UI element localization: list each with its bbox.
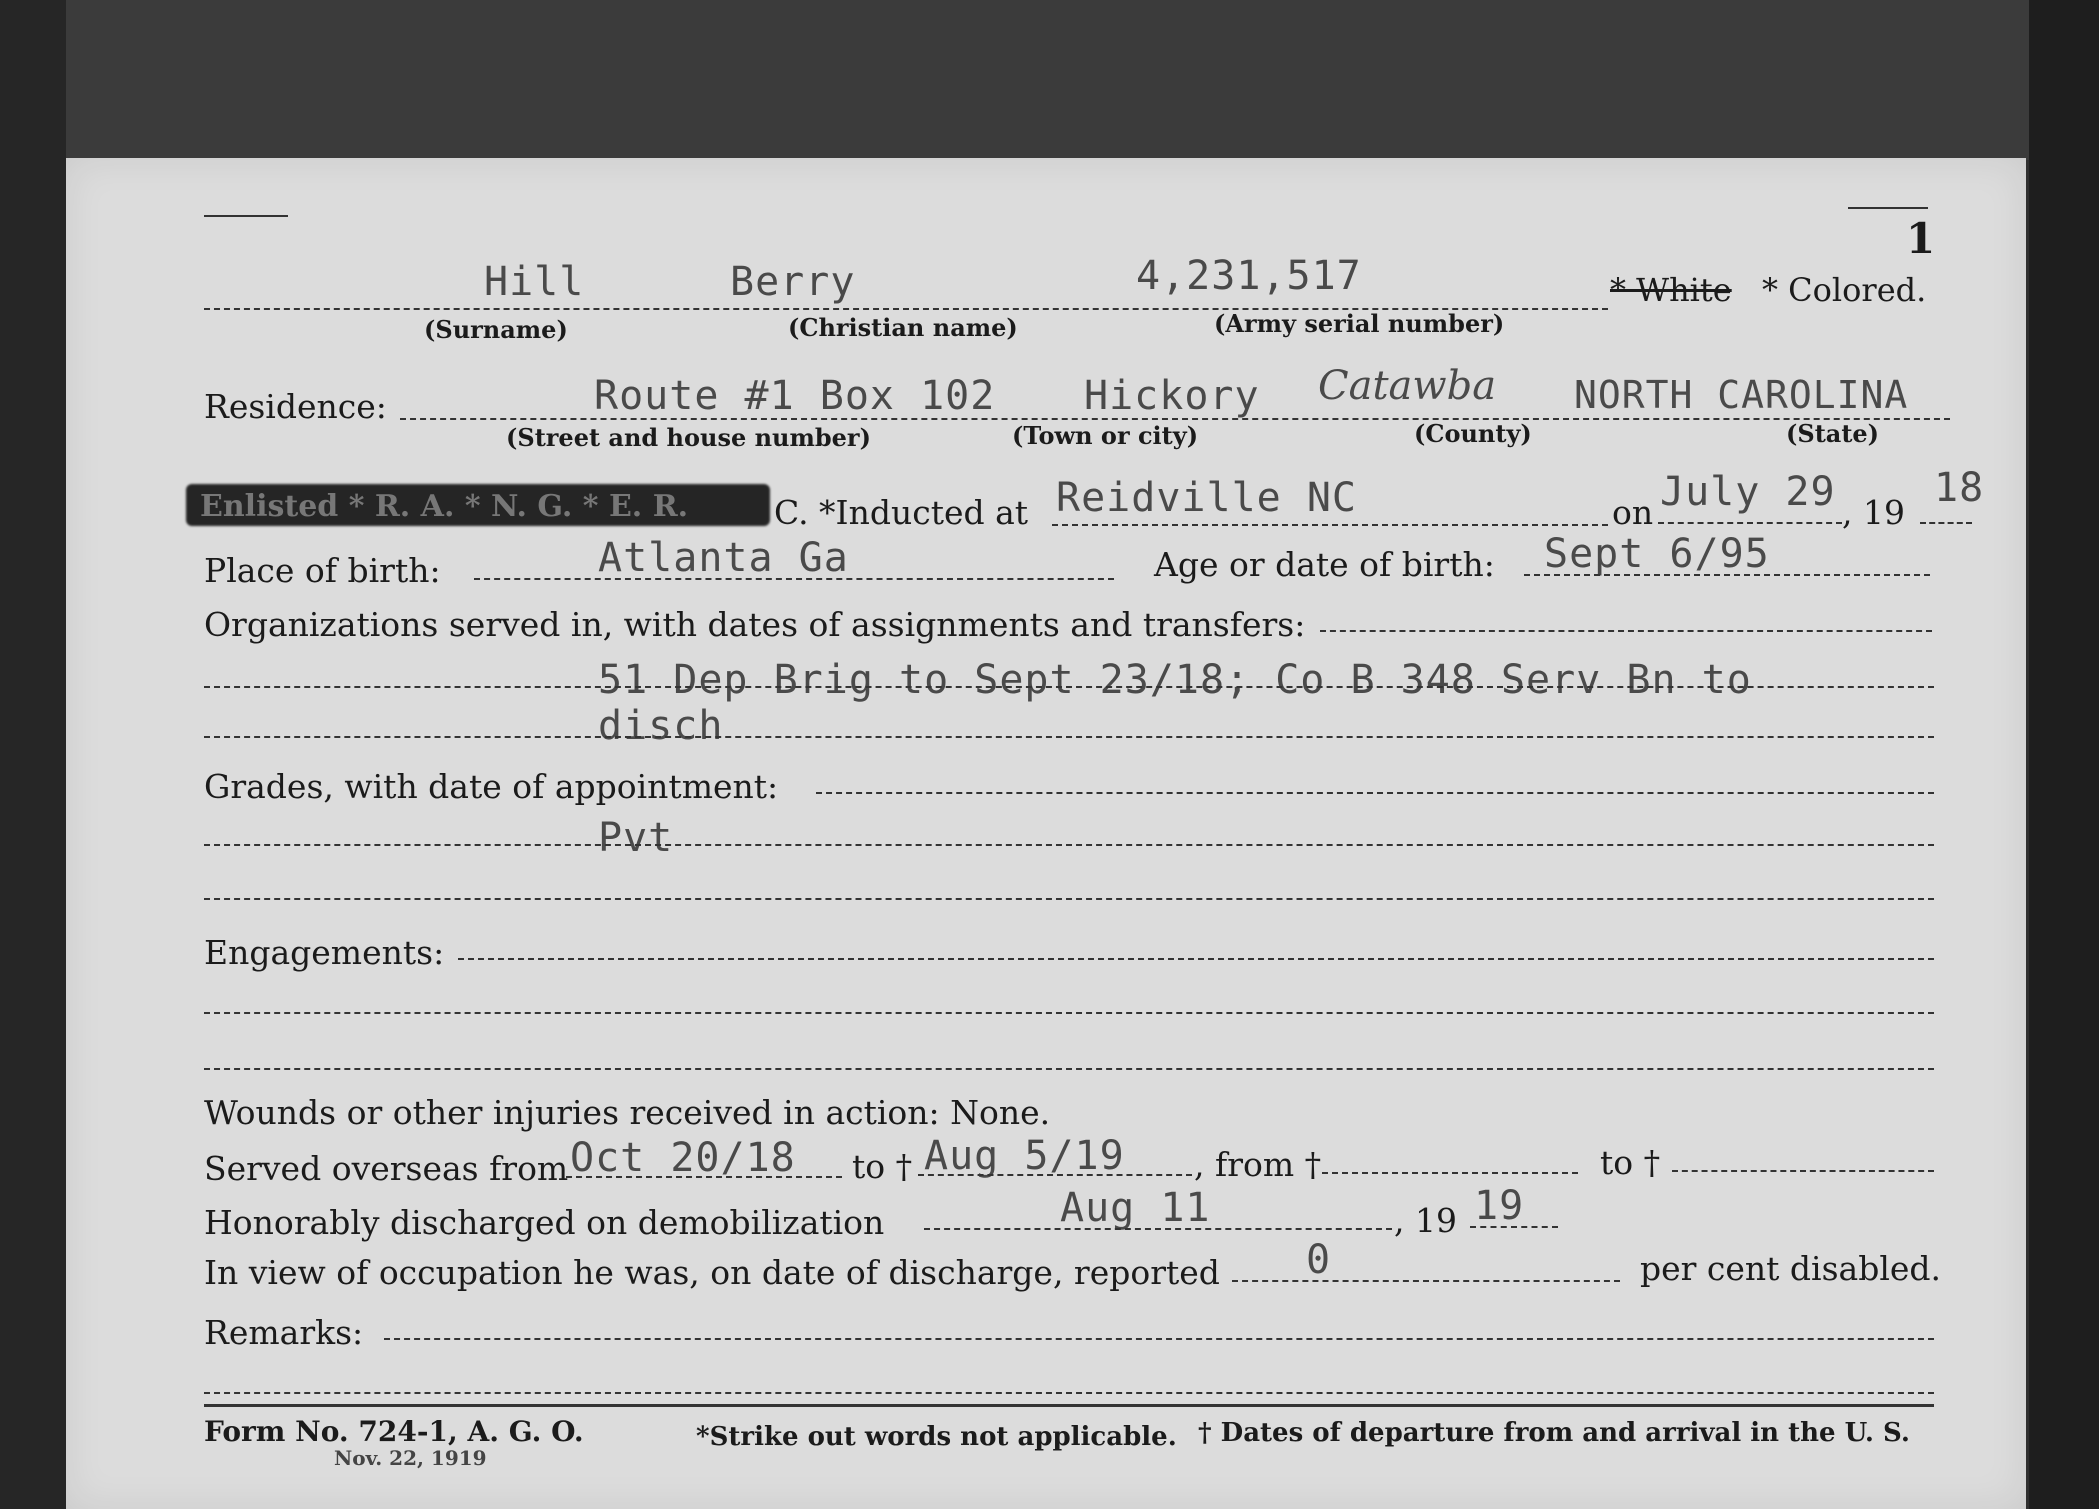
form-number: Form No. 724-1, A. G. O. [204,1415,584,1448]
christian-name-value: Berry [730,259,856,305]
inducted-place-value: Reidville NC [1056,475,1357,521]
race-colored: * Colored. [1762,271,1927,309]
overseas-from-value: Oct 20/18 [570,1135,796,1181]
form-date: Nov. 22, 1919 [334,1446,487,1470]
residence-label: Residence: [204,387,387,426]
surname-label: (Surname) [424,315,568,344]
county-label: (County) [1414,419,1532,448]
residence-line [400,418,1950,420]
inducted-year-value: 18 [1934,465,1985,511]
second-from-line [1322,1172,1578,1174]
service-record-card [66,158,2026,1509]
discharged-label: Honorably discharged on demobilization [204,1203,885,1242]
footnote-strike-out: *Strike out words not applicable. [696,1422,1177,1452]
serial-number-label: (Army serial number) [1214,309,1505,338]
overseas-label: Served overseas from [204,1149,569,1188]
remarks-line-1 [204,1392,1934,1394]
second-to-dagger-label: to † [1600,1143,1661,1182]
remarks-label: Remarks: [204,1313,364,1352]
grades-label: Grades, with date of appointment: [204,767,779,806]
on-label: on [1612,493,1654,532]
card-number: 1 [1906,214,1936,263]
organizations-line-1: 51 Dep Brig to Sept 23/18; Co B 348 Serv Bn to [598,657,1752,703]
engagements-line-2 [204,1068,1934,1070]
inducted-date-value: July 29 [1660,469,1836,515]
grades-line-1 [204,844,1934,846]
street-value: Route #1 Box 102 [594,373,996,419]
wounds-label: Wounds or other injuries received in action: None. [204,1093,1051,1132]
grades-value: Pvt [598,815,674,861]
race-white-struck: * White [1610,271,1732,309]
engagements-line-1 [204,1012,1934,1014]
discharged-year-value: 19 [1474,1183,1525,1229]
organizations-line-2: disch [598,703,724,749]
from-dagger-label: , from † [1194,1145,1322,1184]
grades-line-2 [204,898,1934,900]
inducted-date-line [1658,522,1842,524]
remarks-line-0 [384,1338,1934,1340]
surname-value: Hill [484,259,585,305]
town-label: (Town or city) [1012,421,1199,450]
to-dagger-label: to † [852,1147,913,1186]
county-value: Catawba [1318,363,1497,409]
state-label: (State) [1786,419,1880,448]
second-to-line [1672,1170,1934,1172]
overseas-to-line [918,1174,1192,1176]
occupation-label: In view of occupation he was, on date of discharge, reported [204,1253,1220,1292]
discharged-year-line [1470,1226,1558,1228]
state-value: NORTH CAROLINA [1574,373,1909,417]
discharged-date-line [924,1228,1392,1230]
organizations-line-1-rule [204,686,1934,688]
christian-name-label: (Christian name) [788,313,1018,342]
dark-backdrop-top [0,0,2099,160]
disabled-value: 0 [1306,1237,1332,1283]
dark-backdrop-right [2029,0,2099,1509]
age-value: Sept 6/95 [1544,531,1770,577]
year-prefix-label-2: , 19 [1394,1201,1457,1240]
inducted-label: C. *Inducted at [774,493,1029,532]
per-cent-label: per cent disabled. [1640,1249,1942,1288]
street-label: (Street and house number) [506,423,871,452]
engagements-line-0 [458,958,1934,960]
footnote-dates: † Dates of departure from and arrival in the U. S. [1198,1418,1910,1448]
top-right-rule [1848,207,1928,209]
top-left-rule [204,215,288,217]
engagements-label: Engagements: [204,933,445,972]
birth-place-value: Atlanta Ga [598,535,849,581]
organizations-label: Organizations served in, with dates of assignments and transfers: [204,605,1306,644]
serial-number-value: 4,231,517 [1136,253,1362,299]
town-value: Hickory [1084,373,1260,419]
overseas-from-line [566,1176,842,1178]
year-prefix-label: , 19 [1842,493,1905,532]
overseas-to-value: Aug 5/19 [924,1133,1125,1179]
age-line [1524,574,1930,576]
grades-line-0 [816,792,1934,794]
birth-place-line [474,578,1114,580]
birth-place-label: Place of birth: [204,551,441,590]
discharged-date-value: Aug 11 [1060,1185,1211,1231]
inducted-year-line [1920,522,1972,524]
organizations-line-0 [1320,630,1932,632]
age-label: Age or date of birth: [1154,545,1495,584]
inducted-place-line [1052,524,1608,526]
disabled-line [1232,1280,1620,1282]
dark-backdrop-left [0,0,66,1509]
footer-rule [204,1404,1934,1407]
enlisted-struck-text: Enlisted * R. A. * N. G. * E. R. [200,489,689,524]
organizations-line-2-rule [204,736,1934,738]
